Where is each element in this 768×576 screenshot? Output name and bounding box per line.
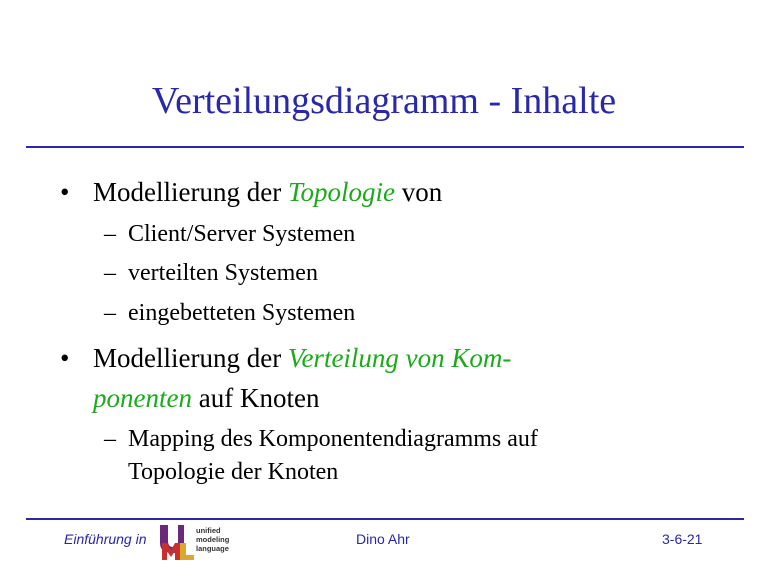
subitem-marker: – [104,426,116,452]
subitem-text: Topologie der Knoten [128,459,339,485]
emphasis-ponenten: ponenten [93,383,192,413]
logo-text-modeling: modeling [196,535,230,544]
subitem-text: eingebetteten Systemen [128,300,356,326]
bullet-text-part: Modellierung der [93,343,288,373]
subitem-marker: – [104,300,116,326]
bullet-marker: • [60,343,70,373]
bullet-text [93,338,511,378]
footer-intro-text: Einführung in [64,531,147,547]
uml-logo [158,523,238,561]
logo-text-language: language [196,544,229,553]
slide-title: Verteilungsdiagramm - Inhalte [151,80,617,122]
subitem-text: verteilten Systemen [128,260,318,286]
bullet-text-part: auf Knoten [191,383,320,413]
bullet-marker: • [60,177,70,207]
footer-page-number: 3-6-21 [662,531,703,547]
bullet-text [93,172,442,212]
title-divider [26,146,744,148]
footer-author: Dino Ahr [356,531,410,547]
subitem-marker: – [104,260,116,286]
emphasis-verteilung: Verteilung von Kom- [287,343,512,373]
footer-divider [26,518,744,520]
emphasis-topologie: Topologie [287,177,395,207]
bullet-text-part: von [394,177,443,207]
logo-text-unified: unified [196,526,221,535]
subitem-marker: – [104,221,116,247]
subitem-text: Mapping des Komponentendiagramms auf [128,426,538,452]
subitem-text: Client/Server Systemen [128,221,356,247]
bullet-text-part: Modellierung der [93,177,288,207]
bullet-text [93,378,319,418]
